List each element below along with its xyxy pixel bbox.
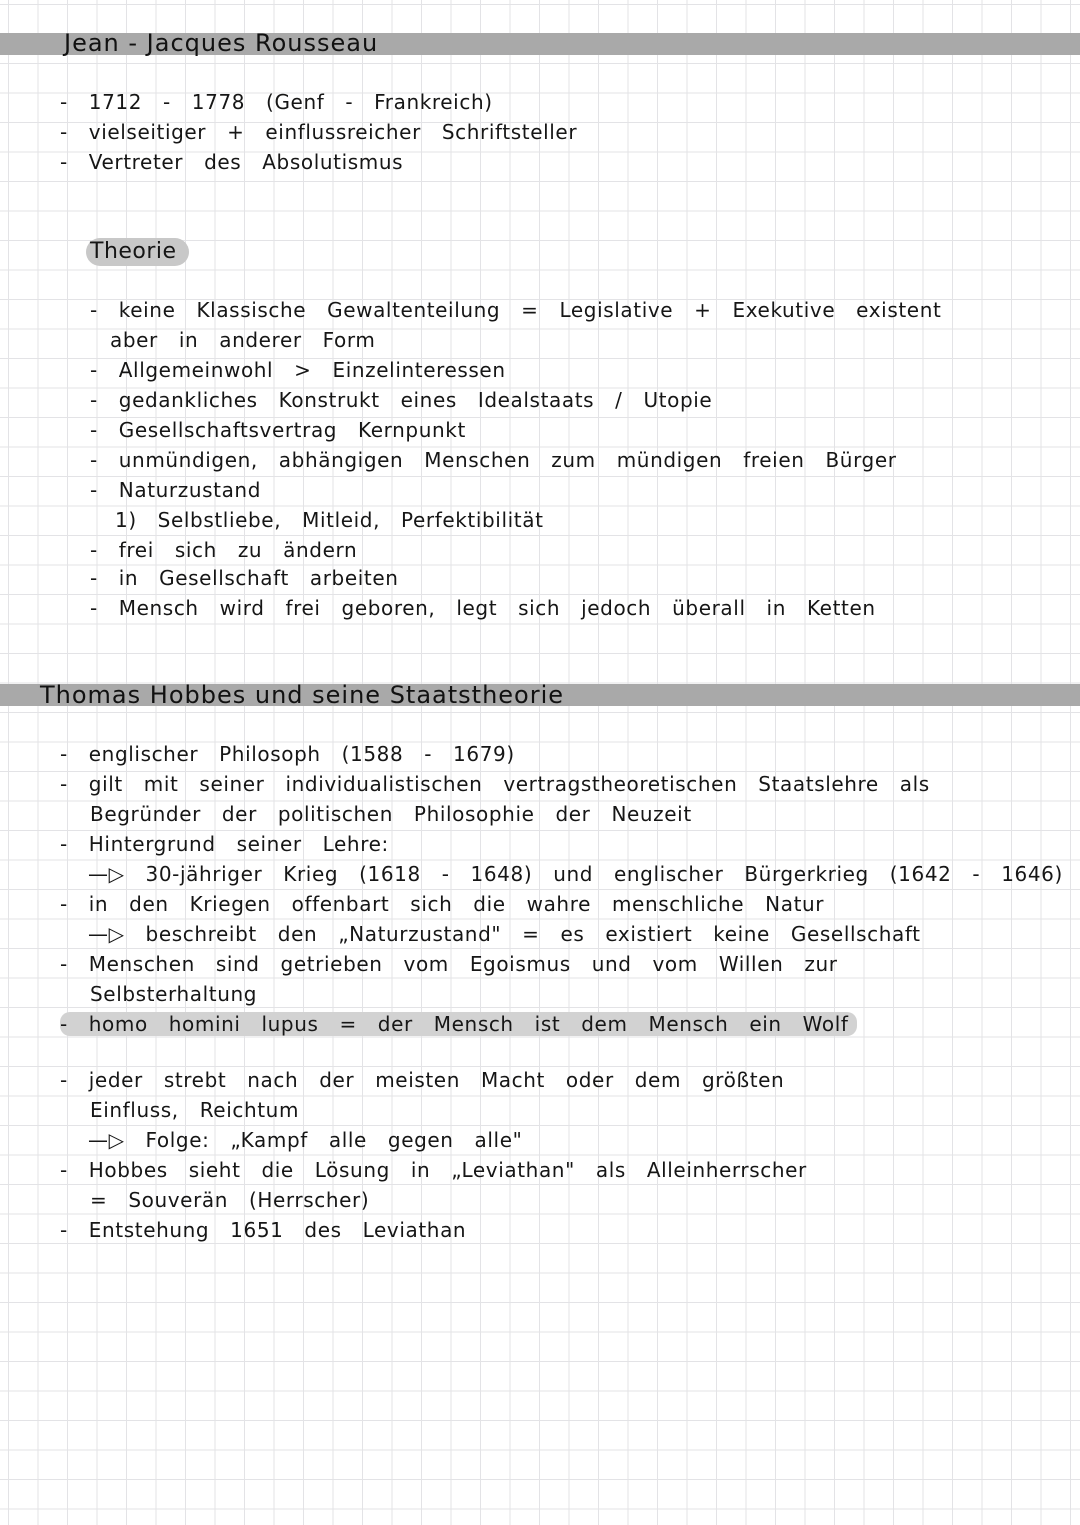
hobbes-line: Selbsterhaltung [90, 982, 258, 1006]
theory-line: aber in anderer Form [110, 328, 376, 352]
theory-line: - frei sich zu ändern [90, 538, 358, 562]
hobbes-heading: Thomas Hobbes und seine Staatstheorie [40, 681, 565, 709]
hobbes-line: Begründer der politischen Philosophie der Neuzeit [90, 802, 692, 826]
theory-line: - in Gesellschaft arbeiten [90, 566, 399, 590]
hobbes-line: = Souverän (Herrscher) [90, 1188, 370, 1212]
hobbes-line-highlighted [60, 1012, 857, 1036]
hobbes-line: - jeder strebt nach der meisten Macht oder dem größten [60, 1068, 785, 1092]
theory-line: - unmündigen, abhängigen Menschen zum mündigen freien Bürger [90, 448, 897, 472]
hobbes-line: Einfluss, Reichtum [90, 1098, 300, 1122]
rousseau-intro-line: - vielseitiger + einflussreicher Schriftsteller [60, 120, 578, 144]
rousseau-heading: Jean - Jacques Rousseau [64, 29, 379, 57]
rousseau-intro-line: - Vertreter des Absolutismus [60, 150, 404, 174]
theory-line: - keine Klassische Gewaltenteilung = Legislative + Exekutive existent [90, 298, 942, 322]
theory-label: Theorie [86, 238, 189, 266]
hobbes-line: - englischer Philosoph (1588 - 1679) [60, 742, 515, 766]
theory-line: - gedankliches Konstrukt eines Idealstaats / Utopie [90, 388, 713, 412]
theory-line: - Mensch wird frei geboren, legt sich jedoch überall in Ketten [90, 596, 876, 620]
theory-line: 1) Selbstliebe, Mitleid, Perfektibilität [115, 508, 544, 532]
hobbes-line: - Entstehung 1651 des Leviathan [60, 1218, 467, 1242]
hobbes-line: - Menschen sind getrieben vom Egoismus und vom Willen zur [60, 952, 838, 976]
theory-line: - Naturzustand [90, 478, 261, 502]
theory-line: - Allgemeinwohl > Einzelinteressen [90, 358, 506, 382]
rousseau-intro-line: - 1712 - 1778 (Genf - Frankreich) [60, 90, 493, 114]
hobbes-line: —▷ Folge: „Kampf alle gegen alle" [88, 1128, 523, 1152]
homo-homini-lupus-highlight: - homo homini lupus = der Mensch ist dem Mensch ein Wolf [60, 1012, 857, 1036]
hobbes-line: —▷ beschreibt den „Naturzustand" = es existiert keine Gesellschaft [88, 922, 921, 946]
theory-line: - Gesellschaftsvertrag Kernpunkt [90, 418, 466, 442]
hobbes-line: - in den Kriegen offenbart sich die wahre menschliche Natur [60, 892, 825, 916]
hobbes-line: - gilt mit seiner individualistischen vertragstheoretischen Staatslehre als [60, 772, 930, 796]
hobbes-line: —▷ 30-jähriger Krieg (1618 - 1648) und englischer Bürgerkrieg (1642 - 1646) [88, 862, 1063, 886]
hobbes-line: - Hobbes sieht die Lösung in „Leviathan" als Alleinherrscher [60, 1158, 807, 1182]
hobbes-line: - Hintergrund seiner Lehre: [60, 832, 389, 856]
